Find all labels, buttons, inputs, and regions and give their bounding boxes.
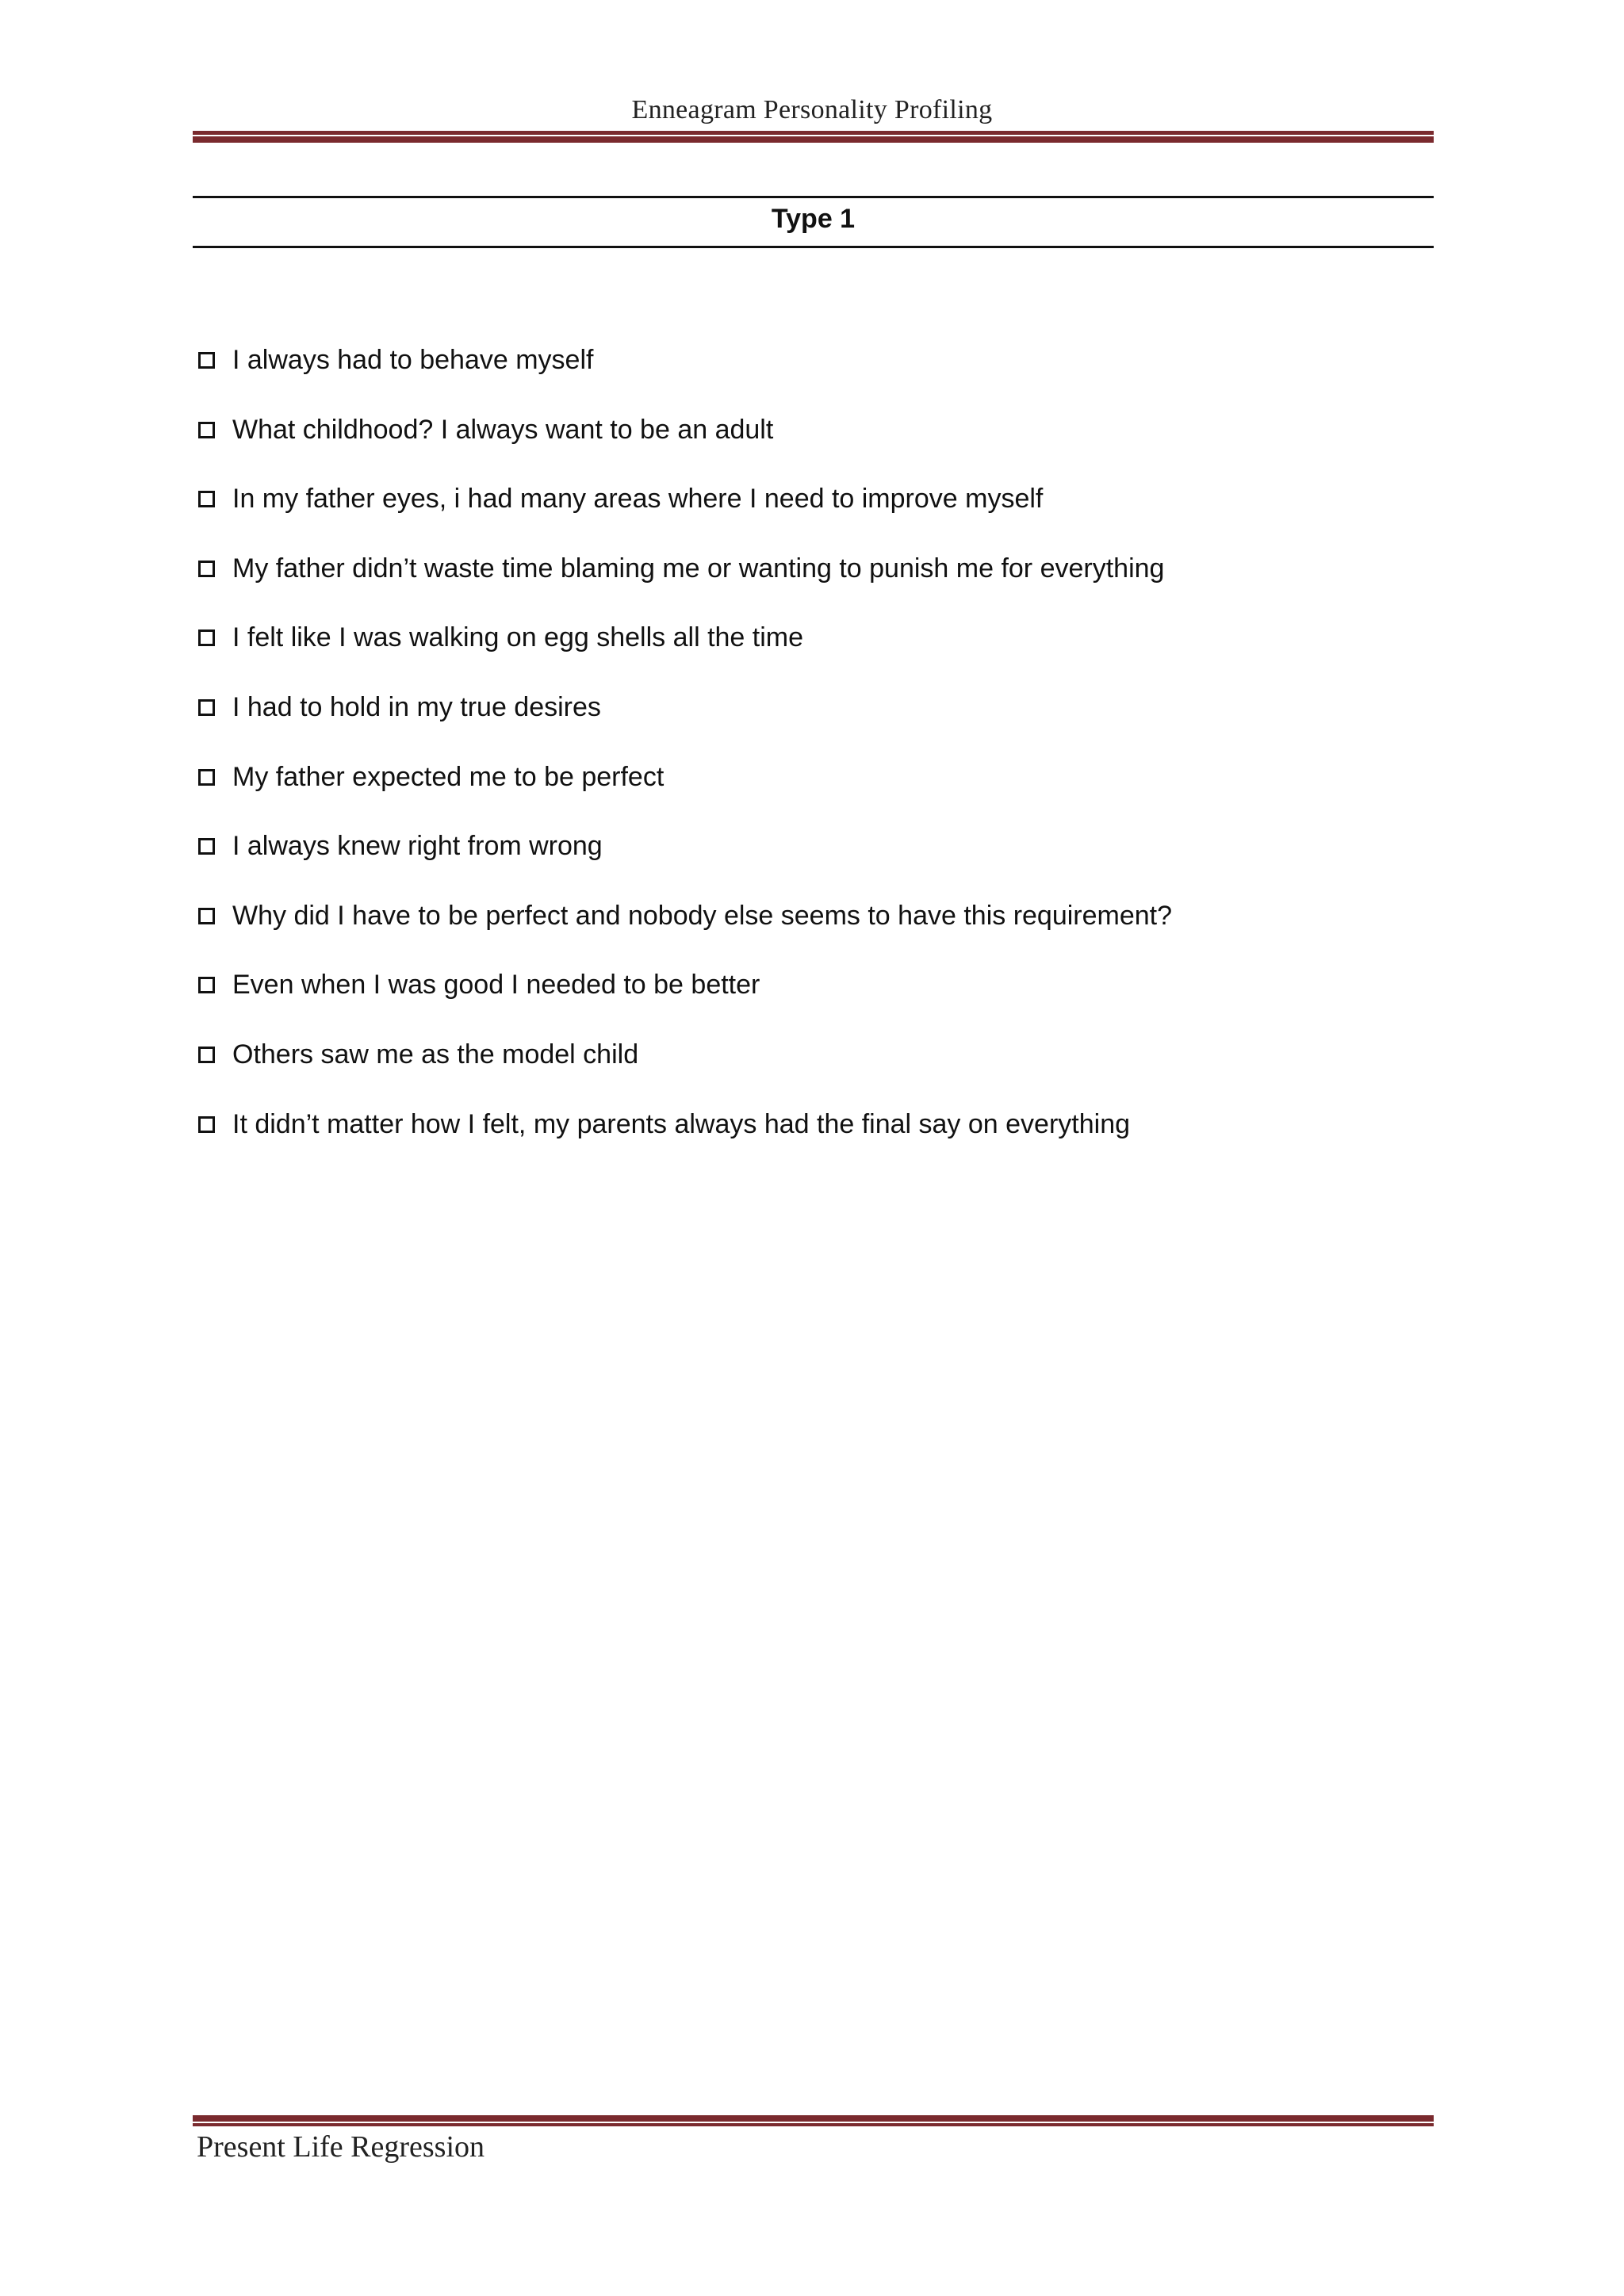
- checkbox[interactable]: [198, 908, 215, 924]
- checklist-item-label: I always knew right from wrong: [232, 831, 603, 862]
- checklist-item-label: I always had to behave myself: [232, 345, 594, 375]
- checkbox[interactable]: [198, 1116, 215, 1133]
- checklist-item[interactable]: [198, 827, 1427, 897]
- checklist-item-label: My father expected me to be perfect: [232, 761, 665, 792]
- section-top-border: [193, 196, 1434, 198]
- checklist-item[interactable]: [198, 688, 1427, 758]
- checklist-item[interactable]: [198, 758, 1427, 828]
- checkbox[interactable]: [198, 838, 215, 855]
- checkbox[interactable]: [198, 769, 215, 786]
- section-bottom-border: [193, 246, 1434, 248]
- checklist-item[interactable]: [198, 341, 1427, 411]
- checkbox[interactable]: [198, 352, 215, 369]
- checklist-item[interactable]: [198, 1035, 1427, 1105]
- checkbox[interactable]: [198, 977, 215, 993]
- checklist-item[interactable]: [198, 966, 1427, 1035]
- footer-text: Present Life Regression: [197, 2130, 485, 2164]
- checkbox[interactable]: [198, 561, 215, 577]
- checklist-item-label: Why did I have to be perfect and nobody else seems to have this requirement?: [232, 900, 1173, 931]
- checklist-item-label: I had to hold in my true desires: [232, 691, 601, 722]
- checkbox[interactable]: [198, 491, 215, 507]
- checkbox[interactable]: [198, 1047, 215, 1063]
- checklist-item-label: Even when I was good I needed to be better: [232, 970, 760, 1001]
- checklist-item-label: It didn’t matter how I felt, my parents always had the final say on everything: [232, 1108, 1131, 1139]
- header-rule-double: [193, 136, 1434, 143]
- checklist-item-label: My father didn’t waste time blaming me or wanting to punish me for everything: [232, 553, 1165, 584]
- checklist-item[interactable]: [198, 480, 1427, 549]
- footer-rule: [193, 2115, 1434, 2122]
- footer-rule-double: [193, 2123, 1434, 2126]
- header-title: Enneagram Personality Profiling: [631, 95, 993, 124]
- header-rule: [193, 131, 1434, 135]
- checklist-item[interactable]: [198, 618, 1427, 688]
- checklist-item[interactable]: [198, 549, 1427, 619]
- checklist: [198, 341, 1427, 1174]
- checklist-item-label: In my father eyes, i had many areas where I need to improve myself: [232, 484, 1044, 515]
- checkbox[interactable]: [198, 422, 215, 438]
- checklist-item-label: What childhood? I always want to be an adult: [232, 414, 774, 445]
- section-title: Type 1: [771, 204, 856, 234]
- checkbox[interactable]: [198, 629, 215, 646]
- checkbox[interactable]: [198, 699, 215, 716]
- checklist-item[interactable]: [198, 1105, 1427, 1175]
- checklist-item-label: I felt like I was walking on egg shells all the time: [232, 622, 804, 653]
- checklist-item[interactable]: [198, 897, 1427, 966]
- checklist-item[interactable]: [198, 411, 1427, 480]
- checklist-item-label: Others saw me as the model child: [232, 1039, 639, 1070]
